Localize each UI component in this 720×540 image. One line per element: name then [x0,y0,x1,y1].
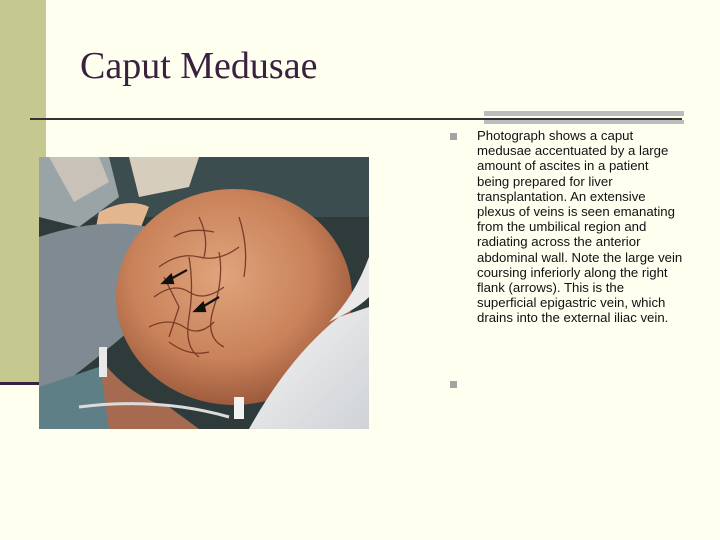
title-rule-accent-top [484,111,684,116]
slide-title: Caput Medusae [80,45,318,87]
title-rule-accent-bottom [484,120,684,124]
clinical-photo [39,157,369,429]
bullet-marker-empty [450,381,457,388]
side-accent-edge [0,382,40,385]
bullet-text: Photograph shows a caput medusae accentuated by a large amount of ascites in a patient being prepared for liver transplantation. An extensive plexus of veins is seen emanating from the umbilical region and radiating across the anterior abdominal wall. Note the large vein coursing inferiorly along the right flank (arrows). This is the superficial epigastric vein, which drains into the external iliac vein. [477,128,683,326]
bullet-marker [450,133,457,140]
